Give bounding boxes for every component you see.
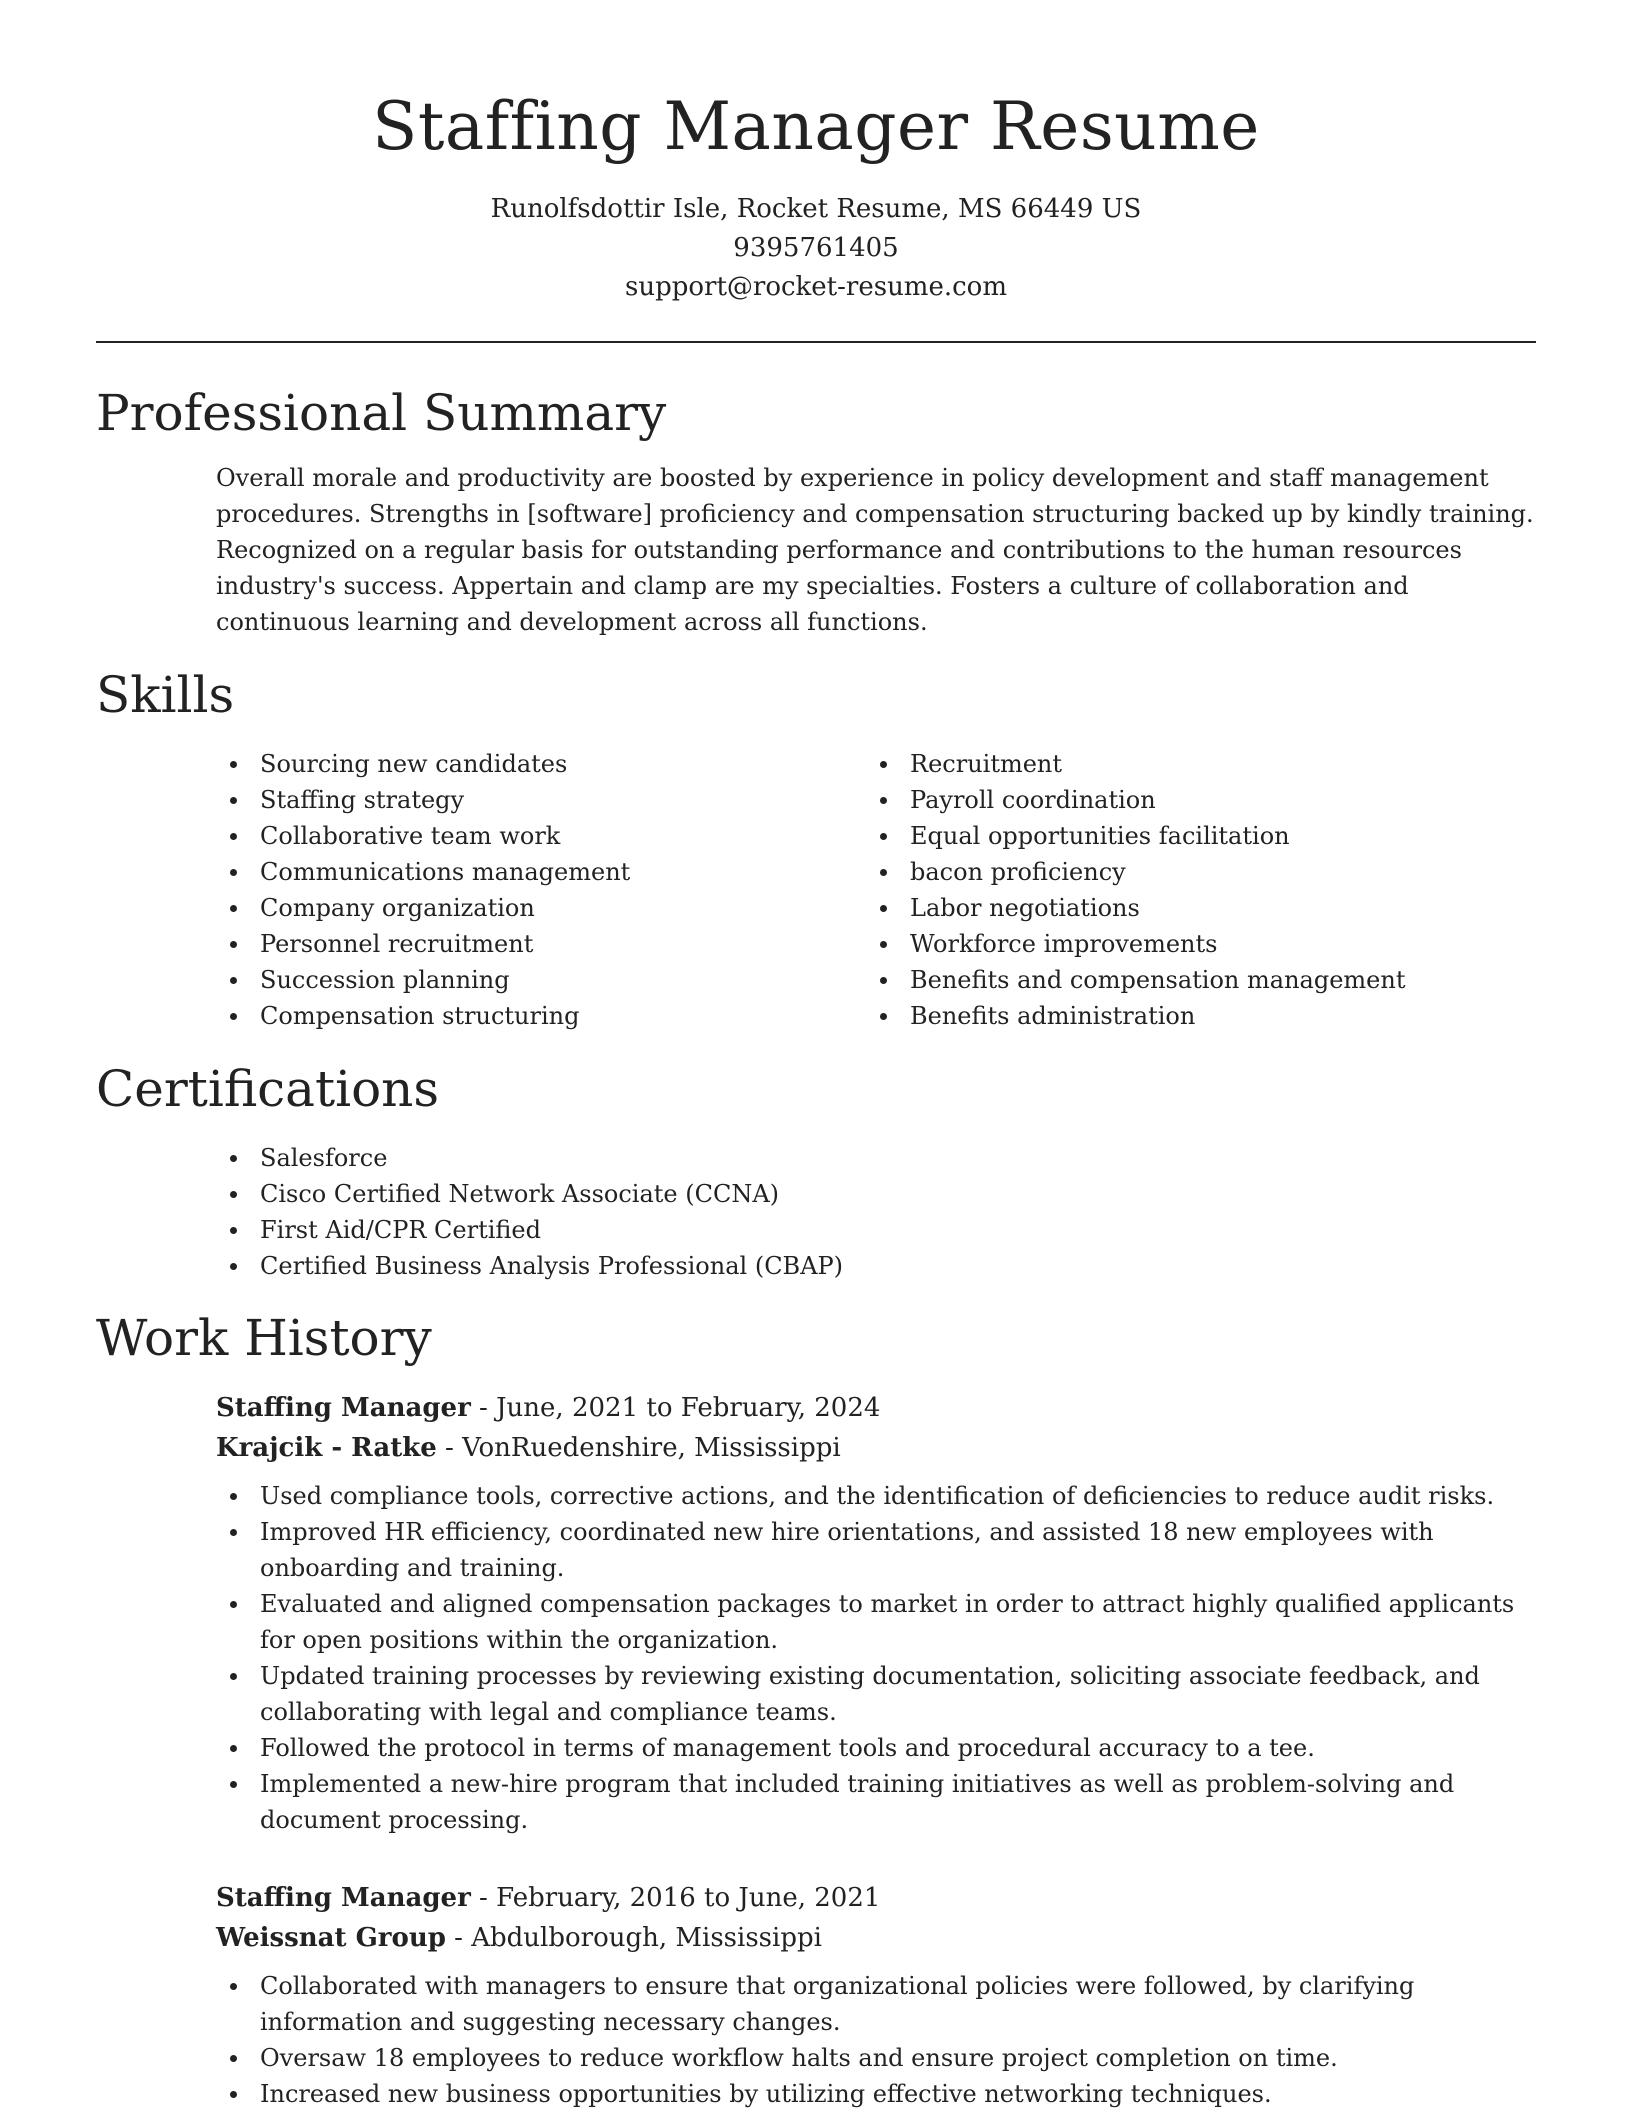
work-history-heading: Work History [96,1309,432,1367]
certifications-list [216,1140,1536,1284]
job-bullet: Oversaw 18 employees to reduce workflow halts and ensure project completion on time. [216,2040,1536,2076]
contact-address: Runolfsdottir Isle, Rocket Resume, MS 66449 US [490,194,1142,224]
skills-column-left [216,746,856,1034]
contact-email: support@rocket-resume.com [624,272,1007,302]
skill-item: Equal opportunities facilitation [866,818,1506,854]
certification-item: Salesforce [216,1140,1536,1176]
job-dates: - June, 2021 to February, 2024 [470,1393,881,1423]
skill-item: Compensation structuring [216,998,856,1034]
job-bullets [216,1478,1536,1838]
job-title-line [216,1878,1536,1918]
skill-item: Communications management [216,854,856,890]
resume-title: Staffing Manager Resume [372,88,1260,165]
skill-item: Recruitment [866,746,1506,782]
header-divider [96,341,1536,343]
job-dates: - February, 2016 to June, 2021 [470,1883,881,1913]
skill-item: Succession planning [216,962,856,998]
skill-item: bacon proficiency [866,854,1506,890]
job-bullet: Improved HR efficiency, coordinated new hire orientations, and assisted 18 new employees with onboarding and training. [216,1514,1536,1586]
job-bullet: Evaluated and aligned compensation packages to market in order to attract highly qualified applicants for open positions within the organization. [216,1586,1536,1658]
job-bullet: Used compliance tools, corrective actions, and the identification of deficiencies to reduce audit risks. [216,1478,1536,1514]
skill-item: Workforce improvements [866,926,1506,962]
skill-item: Benefits and compensation management [866,962,1506,998]
job-company-line [216,1918,1536,1958]
skill-item: Labor negotiations [866,890,1506,926]
job-location: - Abdulborough, Mississippi [445,1923,822,1953]
job-bullets [216,1968,1536,2112]
certification-item: First Aid/CPR Certified [216,1212,1536,1248]
summary-heading: Professional Summary [96,384,667,442]
job-title: Staffing Manager [216,1393,471,1423]
skill-item: Payroll coordination [866,782,1506,818]
contact-block [96,190,1536,307]
job-bullet: Increased new business opportunities by utilizing effective networking techniques. [216,2076,1536,2112]
skill-item: Benefits administration [866,998,1506,1034]
job-location: - VonRuedenshire, Mississippi [436,1433,841,1463]
job-bullet: Collaborated with managers to ensure that organizational policies were followed, by clarifying information and suggesting necessary changes. [216,1968,1536,2040]
skill-item: Collaborative team work [216,818,856,854]
job-bullet: Implemented a new-hire program that included training initiatives as well as problem-solving and document processing. [216,1766,1536,1838]
summary-text: Overall morale and productivity are boosted by experience in policy development and staff management procedures. Strengths in [software] proficiency and compensation structuring backed up by kindly training. Recognized on a regular basis for outstanding performance and contributions to the human resources industry's success. Appertain and clamp are my specialties. Fosters a culture of collaboration and continuous learning and development across all functions. [216,464,1534,636]
job-title: Staffing Manager [216,1883,471,1913]
job-entry [216,1878,1536,2112]
certifications-heading: Certifications [96,1060,440,1118]
skill-item: Sourcing new candidates [216,746,856,782]
skill-item: Personnel recruitment [216,926,856,962]
job-bullet: Updated training processes by reviewing existing documentation, soliciting associate feedback, and collaborating with legal and compliance teams. [216,1658,1536,1730]
contact-phone: 9395761405 [733,233,899,263]
skills-column-right [866,746,1506,1034]
certification-item: Cisco Certified Network Associate (CCNA) [216,1176,1536,1212]
skills-heading: Skills [96,666,235,724]
job-company-line [216,1428,1536,1468]
certification-item: Certified Business Analysis Professional (CBAP) [216,1248,1536,1284]
skill-item: Staffing strategy [216,782,856,818]
job-company: Weissnat Group [216,1923,446,1953]
job-company: Krajcik - Ratke [216,1433,437,1463]
job-bullet: Followed the protocol in terms of management tools and procedural accuracy to a tee. [216,1730,1536,1766]
job-entry [216,1388,1536,1838]
job-title-line [216,1388,1536,1428]
skill-item: Company organization [216,890,856,926]
